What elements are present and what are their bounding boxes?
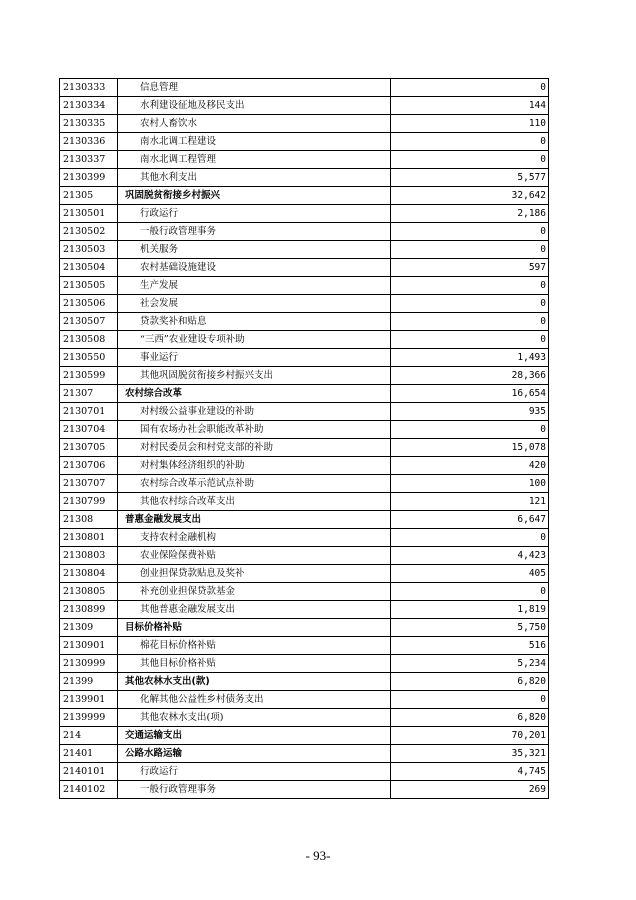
table-row bbox=[60, 367, 549, 385]
subject-name-cell: 机关服务 bbox=[118, 241, 391, 259]
subject-code-cell: 2130502 bbox=[60, 223, 118, 241]
subject-name-cell: 其他农村综合改革支出 bbox=[118, 493, 391, 511]
table-row bbox=[60, 655, 549, 673]
budget-table-container bbox=[59, 78, 548, 799]
table-row bbox=[60, 421, 549, 439]
subject-code-cell: 214 bbox=[60, 727, 118, 745]
amount-cell: 516 bbox=[391, 637, 549, 655]
amount-cell: 1,493 bbox=[391, 349, 549, 367]
subject-name-cell: 农村综合改革 bbox=[118, 385, 391, 403]
subject-name-cell: 社会发展 bbox=[118, 295, 391, 313]
subject-name-cell: 其他巩固脱贫衔接乡村振兴支出 bbox=[118, 367, 391, 385]
subject-name-cell: 农村人畜饮水 bbox=[118, 115, 391, 133]
amount-cell: 405 bbox=[391, 565, 549, 583]
amount-cell: 0 bbox=[391, 529, 549, 547]
table-body bbox=[60, 79, 549, 799]
subject-name-cell: 对村集体经济组织的补助 bbox=[118, 457, 391, 475]
table-row bbox=[60, 223, 549, 241]
amount-cell: 0 bbox=[391, 421, 549, 439]
table-row bbox=[60, 439, 549, 457]
subject-name-cell: 支持农村金融机构 bbox=[118, 529, 391, 547]
subject-name-cell: 棉花目标价格补贴 bbox=[118, 637, 391, 655]
subject-name-cell: 南水北调工程管理 bbox=[118, 151, 391, 169]
subject-code-cell: 21305 bbox=[60, 187, 118, 205]
table-row bbox=[60, 169, 549, 187]
subject-code-cell: 2139999 bbox=[60, 709, 118, 727]
amount-cell: 0 bbox=[391, 583, 549, 601]
amount-cell: 6,820 bbox=[391, 673, 549, 691]
amount-cell: 0 bbox=[391, 277, 549, 295]
amount-cell: 100 bbox=[391, 475, 549, 493]
table-row bbox=[60, 745, 549, 763]
subject-name-cell: 公路水路运输 bbox=[118, 745, 391, 763]
subject-name-cell: 国有农场办社会职能改革补助 bbox=[118, 421, 391, 439]
subject-name-cell: 创业担保贷款贴息及奖补 bbox=[118, 565, 391, 583]
amount-cell: 121 bbox=[391, 493, 549, 511]
amount-cell: 0 bbox=[391, 331, 549, 349]
table-row bbox=[60, 79, 549, 97]
table-row bbox=[60, 529, 549, 547]
table-row bbox=[60, 151, 549, 169]
subject-code-cell: 2130504 bbox=[60, 259, 118, 277]
amount-cell: 15,078 bbox=[391, 439, 549, 457]
amount-cell: 144 bbox=[391, 97, 549, 115]
table-row bbox=[60, 349, 549, 367]
subject-name-cell: 一般行政管理事务 bbox=[118, 223, 391, 241]
amount-cell: 0 bbox=[391, 79, 549, 97]
subject-name-cell: 水利建设征地及移民支出 bbox=[118, 97, 391, 115]
subject-name-cell: 信息管理 bbox=[118, 79, 391, 97]
table-row bbox=[60, 277, 549, 295]
amount-cell: 6,820 bbox=[391, 709, 549, 727]
subject-name-cell: 对村级公益事业建设的补助 bbox=[118, 403, 391, 421]
amount-cell: 0 bbox=[391, 313, 549, 331]
subject-name-cell: 行政运行 bbox=[118, 763, 391, 781]
amount-cell: 4,423 bbox=[391, 547, 549, 565]
subject-code-cell: 2130899 bbox=[60, 601, 118, 619]
table-row bbox=[60, 115, 549, 133]
subject-code-cell: 2130801 bbox=[60, 529, 118, 547]
subject-code-cell: 2130507 bbox=[60, 313, 118, 331]
table-row bbox=[60, 385, 549, 403]
subject-name-cell: 生产发展 bbox=[118, 277, 391, 295]
subject-name-cell: 其他农林水支出(款) bbox=[118, 673, 391, 691]
subject-code-cell: 2130701 bbox=[60, 403, 118, 421]
amount-cell: 5,750 bbox=[391, 619, 549, 637]
table-row bbox=[60, 457, 549, 475]
subject-name-cell: 事业运行 bbox=[118, 349, 391, 367]
table-row bbox=[60, 673, 549, 691]
subject-code-cell: 2130334 bbox=[60, 97, 118, 115]
amount-cell: 2,186 bbox=[391, 205, 549, 223]
subject-name-cell: “三西”农业建设专项补助 bbox=[118, 331, 391, 349]
subject-code-cell: 2130799 bbox=[60, 493, 118, 511]
amount-cell: 6,647 bbox=[391, 511, 549, 529]
table-row bbox=[60, 187, 549, 205]
amount-cell: 0 bbox=[391, 133, 549, 151]
subject-code-cell: 2139901 bbox=[60, 691, 118, 709]
amount-cell: 28,366 bbox=[391, 367, 549, 385]
amount-cell: 269 bbox=[391, 781, 549, 799]
amount-cell: 5,577 bbox=[391, 169, 549, 187]
subject-code-cell: 2130337 bbox=[60, 151, 118, 169]
amount-cell: 35,321 bbox=[391, 745, 549, 763]
subject-code-cell: 21307 bbox=[60, 385, 118, 403]
table-row bbox=[60, 493, 549, 511]
subject-code-cell: 2130707 bbox=[60, 475, 118, 493]
subject-name-cell: 其他普惠金融发展支出 bbox=[118, 601, 391, 619]
subject-name-cell: 农业保险保费补贴 bbox=[118, 547, 391, 565]
subject-name-cell: 交通运输支出 bbox=[118, 727, 391, 745]
amount-cell: 0 bbox=[391, 241, 549, 259]
table-row bbox=[60, 781, 549, 799]
table-row bbox=[60, 511, 549, 529]
subject-code-cell: 2130505 bbox=[60, 277, 118, 295]
subject-code-cell: 2130705 bbox=[60, 439, 118, 457]
subject-name-cell: 农村综合改革示范试点补助 bbox=[118, 475, 391, 493]
subject-code-cell: 21401 bbox=[60, 745, 118, 763]
amount-cell: 4,745 bbox=[391, 763, 549, 781]
subject-code-cell: 2130704 bbox=[60, 421, 118, 439]
subject-code-cell: 21309 bbox=[60, 619, 118, 637]
subject-name-cell: 目标价格补贴 bbox=[118, 619, 391, 637]
subject-code-cell: 2130336 bbox=[60, 133, 118, 151]
subject-code-cell: 2130335 bbox=[60, 115, 118, 133]
subject-code-cell: 2130706 bbox=[60, 457, 118, 475]
table-row bbox=[60, 727, 549, 745]
table-row bbox=[60, 313, 549, 331]
table-row bbox=[60, 475, 549, 493]
amount-cell: 16,654 bbox=[391, 385, 549, 403]
table-row bbox=[60, 97, 549, 115]
amount-cell: 935 bbox=[391, 403, 549, 421]
subject-code-cell: 2130508 bbox=[60, 331, 118, 349]
subject-code-cell: 2130999 bbox=[60, 655, 118, 673]
subject-code-cell: 2130805 bbox=[60, 583, 118, 601]
subject-code-cell: 2130804 bbox=[60, 565, 118, 583]
table-row bbox=[60, 547, 549, 565]
table-row bbox=[60, 403, 549, 421]
subject-name-cell: 贷款奖补和贴息 bbox=[118, 313, 391, 331]
table-row bbox=[60, 241, 549, 259]
subject-code-cell: 2130399 bbox=[60, 169, 118, 187]
amount-cell: 0 bbox=[391, 295, 549, 313]
subject-name-cell: 行政运行 bbox=[118, 205, 391, 223]
table-row bbox=[60, 601, 549, 619]
subject-name-cell: 其他农林水支出(项) bbox=[118, 709, 391, 727]
subject-name-cell: 农村基础设施建设 bbox=[118, 259, 391, 277]
subject-code-cell: 2130599 bbox=[60, 367, 118, 385]
table-row bbox=[60, 709, 549, 727]
subject-code-cell: 2140101 bbox=[60, 763, 118, 781]
subject-name-cell: 对村民委员会和村党支部的补助 bbox=[118, 439, 391, 457]
subject-code-cell: 21308 bbox=[60, 511, 118, 529]
subject-name-cell: 其他目标价格补贴 bbox=[118, 655, 391, 673]
subject-code-cell: 2140102 bbox=[60, 781, 118, 799]
subject-name-cell: 补充创业担保贷款基金 bbox=[118, 583, 391, 601]
amount-cell: 420 bbox=[391, 457, 549, 475]
subject-code-cell: 2130501 bbox=[60, 205, 118, 223]
subject-code-cell: 2130550 bbox=[60, 349, 118, 367]
table-row bbox=[60, 763, 549, 781]
subject-code-cell: 2130506 bbox=[60, 295, 118, 313]
table-row bbox=[60, 259, 549, 277]
amount-cell: 70,201 bbox=[391, 727, 549, 745]
table-row bbox=[60, 619, 549, 637]
subject-name-cell: 化解其他公益性乡村债务支出 bbox=[118, 691, 391, 709]
table-row bbox=[60, 331, 549, 349]
subject-code-cell: 2130901 bbox=[60, 637, 118, 655]
amount-cell: 0 bbox=[391, 151, 549, 169]
subject-name-cell: 南水北调工程建设 bbox=[118, 133, 391, 151]
amount-cell: 0 bbox=[391, 223, 549, 241]
amount-cell: 32,642 bbox=[391, 187, 549, 205]
subject-name-cell: 一般行政管理事务 bbox=[118, 781, 391, 799]
subject-code-cell: 2130333 bbox=[60, 79, 118, 97]
table-row bbox=[60, 637, 549, 655]
table-row bbox=[60, 565, 549, 583]
subject-code-cell: 2130503 bbox=[60, 241, 118, 259]
table-row bbox=[60, 205, 549, 223]
budget-expenditure-table bbox=[59, 78, 549, 799]
subject-code-cell: 2130803 bbox=[60, 547, 118, 565]
page-number: - 93- bbox=[305, 848, 331, 863]
subject-name-cell: 其他水利支出 bbox=[118, 169, 391, 187]
amount-cell: 597 bbox=[391, 259, 549, 277]
subject-name-cell: 巩固脱贫衔接乡村振兴 bbox=[118, 187, 391, 205]
amount-cell: 1,819 bbox=[391, 601, 549, 619]
subject-code-cell: 21399 bbox=[60, 673, 118, 691]
amount-cell: 0 bbox=[391, 691, 549, 709]
subject-name-cell: 普惠金融发展支出 bbox=[118, 511, 391, 529]
table-row bbox=[60, 295, 549, 313]
table-row bbox=[60, 583, 549, 601]
table-row bbox=[60, 133, 549, 151]
table-row bbox=[60, 691, 549, 709]
amount-cell: 110 bbox=[391, 115, 549, 133]
amount-cell: 5,234 bbox=[391, 655, 549, 673]
